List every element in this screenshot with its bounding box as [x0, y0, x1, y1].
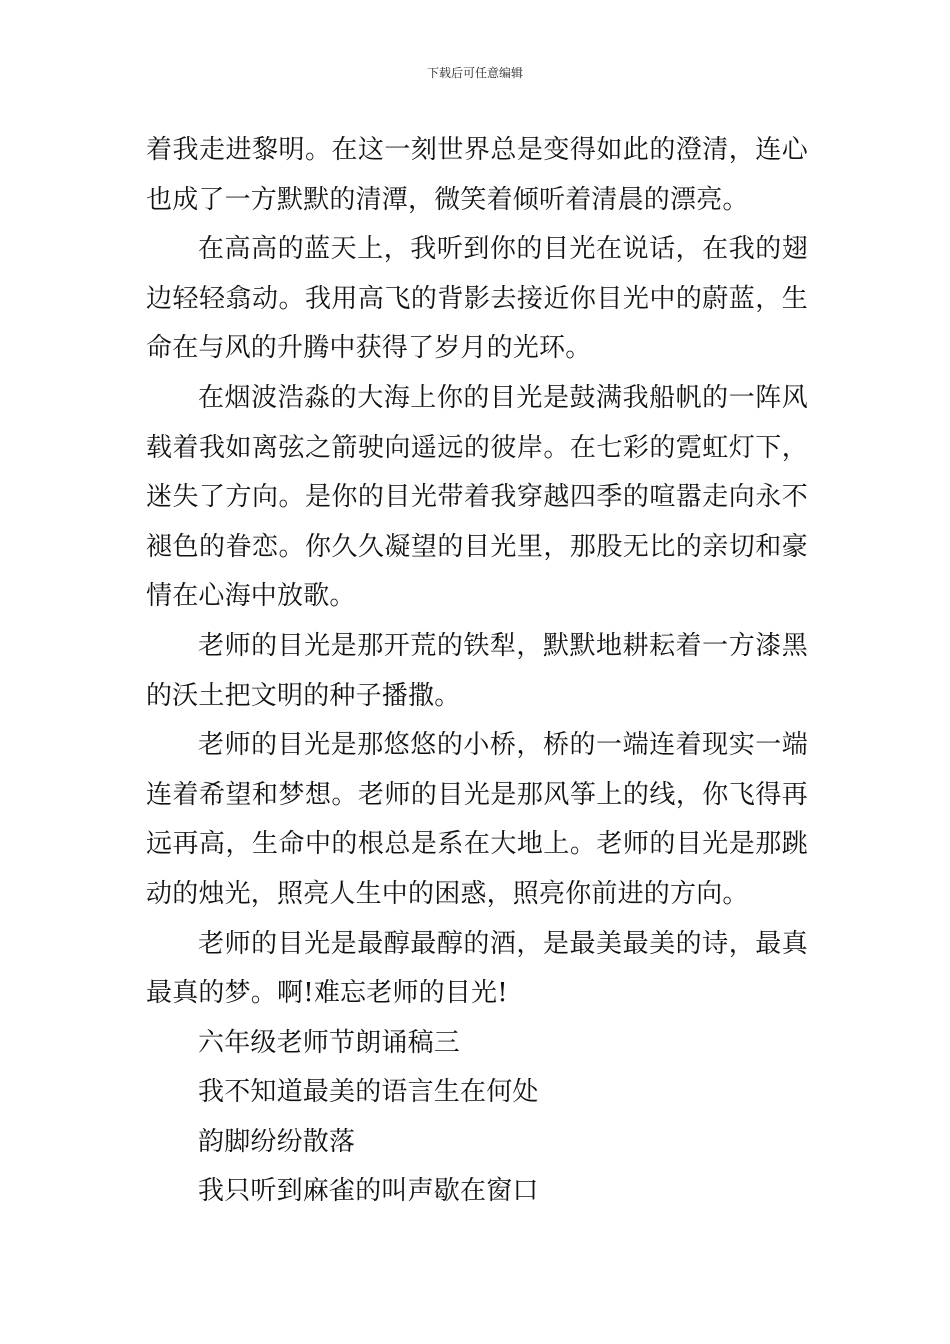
paragraph: 着我走进黎明。在这一刻世界总是变得如此的澄清，连心也成了一方默默的清潭，微笑着倾听着清晨的漂亮。	[146, 135, 808, 215]
document-body	[146, 126, 808, 1217]
paragraph: 老师的目光是那悠悠的小桥，桥的一端连着现实一端连着希望和梦想。老师的目光是那风筝上的线，你飞得再远再高，生命中的根总是系在大地上。老师的目光是那跳动的烛光，照亮人生中的困惑，照亮你前进的方向。	[146, 730, 808, 909]
section-heading: 六年级老师节朗诵稿三	[198, 1027, 461, 1058]
paragraph: 老师的目光是那开荒的铁犁，默默地耕耘着一方漆黑的沃土把文明的种子播撒。	[146, 630, 808, 711]
page-header-note: 下载后可任意编辑	[426, 66, 523, 80]
poem-line: 韵脚纷纷散落	[198, 1126, 356, 1157]
paragraph: 在烟波浩淼的大海上你的目光是鼓满我船帆的一阵风载着我如离弦之箭驶向遥远的彼岸。在七彩的霓虹灯下，迷失了方向。是你的目光带着我穿越四季的喧嚣走向永不褪色的眷恋。你久久凝望的目光里，那股无比的亲切和豪情在心海中放歌。	[146, 382, 808, 612]
paragraph: 在高高的蓝天上，我听到你的目光在说话，在我的翅边轻轻翕动。我用高飞的背影去接近你目光中的蔚蓝，生命在与风的升腾中获得了岁月的光环。	[146, 234, 808, 364]
poem-line: 我只听到麻雀的叫声歇在窗口	[198, 1176, 539, 1207]
paragraph: 老师的目光是最醇最醇的酒，是最美最美的诗，最真最真的梦。啊!难忘老师的目光!	[146, 928, 808, 1009]
poem-line: 我不知道最美的语言生在何处	[198, 1077, 539, 1108]
